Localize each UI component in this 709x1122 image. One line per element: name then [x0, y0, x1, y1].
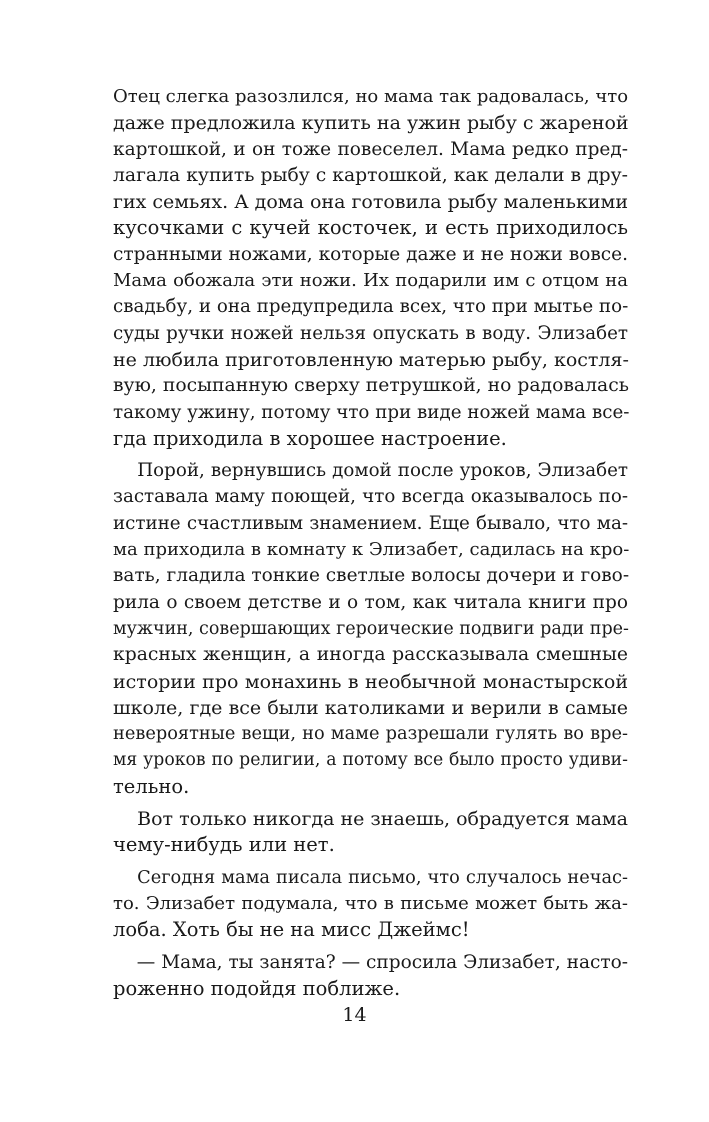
text-line: то. Элизабет подумала, что в письме может быть жа-	[113, 892, 628, 914]
text-line: Мама обожала эти ножи. Их подарили им с отцом на	[113, 270, 628, 292]
page-body	[113, 84, 628, 1002]
paragraph-2	[113, 458, 628, 800]
text-line: свадьбу, и она предупредила всех, что при мытье по-	[113, 296, 629, 318]
text-line: картошкой, и он тоже повеселел. Мама редко пред-	[113, 138, 628, 160]
text-line: чему-нибудь или нет.	[113, 833, 335, 857]
text-line: Порой, вернувшись домой после уроков, Элизабет	[113, 460, 628, 482]
text-line: рила о своем детстве и о том, как читала книги про	[113, 591, 628, 613]
text-line: гда приходила в хорошее настроение.	[113, 426, 507, 450]
text-line: тельно.	[113, 774, 190, 798]
text-line: вую, посыпанную сверху петрушкой, но радовалась	[113, 375, 629, 397]
page-number: 14	[342, 1004, 367, 1026]
text-line: Сегодня мама писала письмо, что случалось нечас-	[113, 867, 628, 888]
paragraph-5	[113, 950, 628, 1003]
text-line: истории про монахинь в необычной монастырской	[113, 670, 628, 693]
text-line: суды ручки ножей нельзя опускать в воду. Элизабет	[113, 322, 628, 344]
text-line: истине счастливым знамением. Еще бывало, что ма-	[113, 512, 628, 534]
paragraph-3	[113, 806, 628, 859]
text-line: школе, где все были католиками и верили в самые	[113, 696, 628, 719]
text-line: мужчин, совершающих героические подвиги ради пре-	[113, 618, 629, 639]
text-line: кусочками с кучей косточек, и есть приходилось	[113, 216, 628, 240]
text-line: Отец слегка разозлился, но мама так радовалась, что	[113, 86, 629, 107]
paragraph-1	[113, 84, 628, 452]
text-line: красных женщин, а иногда рассказывала смешные	[113, 644, 628, 666]
text-line: мя уроков по религии, а потому все было просто удиви-	[113, 750, 628, 771]
text-line: гих семьях. А дома она готовила рыбу маленькими	[113, 191, 628, 214]
text-line: не любила приготовленную матерью рыбу, костля-	[113, 348, 629, 371]
text-line: лоба. Хоть бы не на мисс Джеймс!	[113, 918, 470, 942]
text-line: даже предложила купить на ужин рыбу с жареной	[113, 112, 629, 135]
text-line: странными ножами, которые даже и не ножи вовсе.	[113, 243, 628, 265]
text-line: лагала купить рыбу с картошкой, как делали в дру-	[113, 164, 628, 186]
text-line: роженно подойдя поближе.	[113, 976, 401, 1000]
paragraph-4	[113, 865, 628, 944]
text-line: ма приходила в комнату к Элизабет, садилась на кро-	[113, 539, 630, 561]
text-line: такому ужину, потому что при виде ножей мама все-	[113, 401, 630, 423]
text-line: Вот только никогда не знаешь, обрадуется мама	[113, 808, 629, 831]
text-line: вать, гладила тонкие светлые волосы дочери и гово-	[113, 565, 630, 587]
text-line: — Мама, ты занята? — спросила Элизабет, насто-	[113, 951, 628, 973]
text-line: невероятные вещи, но маме разрешали гулять во вре-	[113, 724, 628, 745]
text-line: заставала маму поющей, что всегда оказывалось по-	[113, 486, 628, 508]
